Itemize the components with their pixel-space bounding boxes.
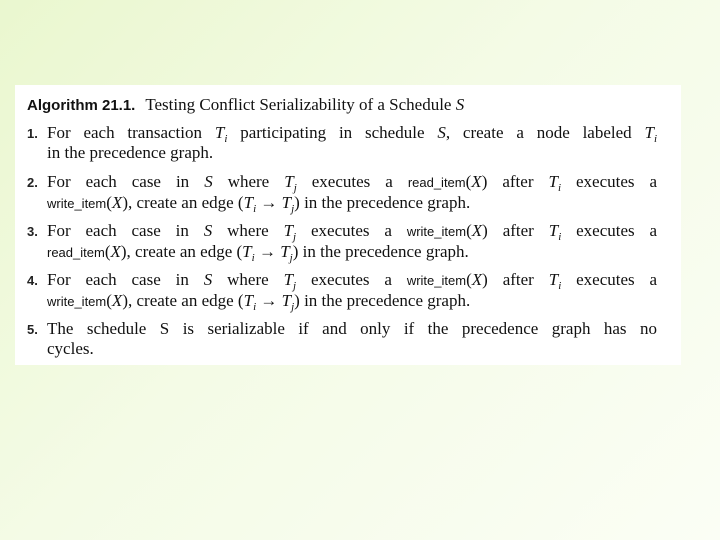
step-1-line-2: in the precedence graph. [47, 143, 214, 162]
step-2-line-1: For each case in S where $T_j$ executes a read_item(X) after $T_i$ executes a [47, 172, 658, 194]
step-1 [27, 123, 658, 163]
step-1-line-1: For each transaction $T_i$ participating in schedule S, create a node labeled $T_i$ [47, 123, 658, 145]
step-5-line-1: The schedule S is serializable if and only if the precedence graph has no [47, 319, 657, 338]
step-4-line-2: write_item(X), create an edge $(T_i \to T_j)$ in the precedence graph. [47, 291, 471, 313]
step-2-line-2: write_item(X), create an edge $(T_i \to T_j)$ in the precedence graph. [47, 193, 471, 215]
step-number: 5. [27, 322, 38, 337]
step-5-line-2: cycles. [47, 339, 94, 358]
algorithm-label: Algorithm 21.1. [27, 97, 136, 114]
algorithm-heading [27, 95, 667, 115]
step-number: 1. [27, 126, 38, 141]
algorithm-title: Testing Conflict Serializability of a Schedule [145, 95, 452, 114]
algorithm-box [15, 85, 681, 365]
step-3 [27, 221, 658, 264]
step-2 [27, 172, 658, 215]
step-number: 2. [27, 175, 38, 190]
step-3-line-1: For each case in S where $T_j$ executes a write_item(X) after $T_i$ executes a [47, 221, 658, 243]
algorithm-title-var: S [455, 95, 465, 114]
step-number: 3. [27, 224, 38, 239]
step-4-line-1: For each case in S where $T_j$ executes a write_item(X) after $T_i$ executes a [47, 270, 658, 292]
step-3-line-2: read_item(X), create an edge $(T_i \to T_j)$ in the precedence graph. [47, 242, 469, 264]
step-4 [27, 270, 658, 313]
step-number: 4. [27, 273, 38, 288]
step-5 [27, 319, 657, 359]
